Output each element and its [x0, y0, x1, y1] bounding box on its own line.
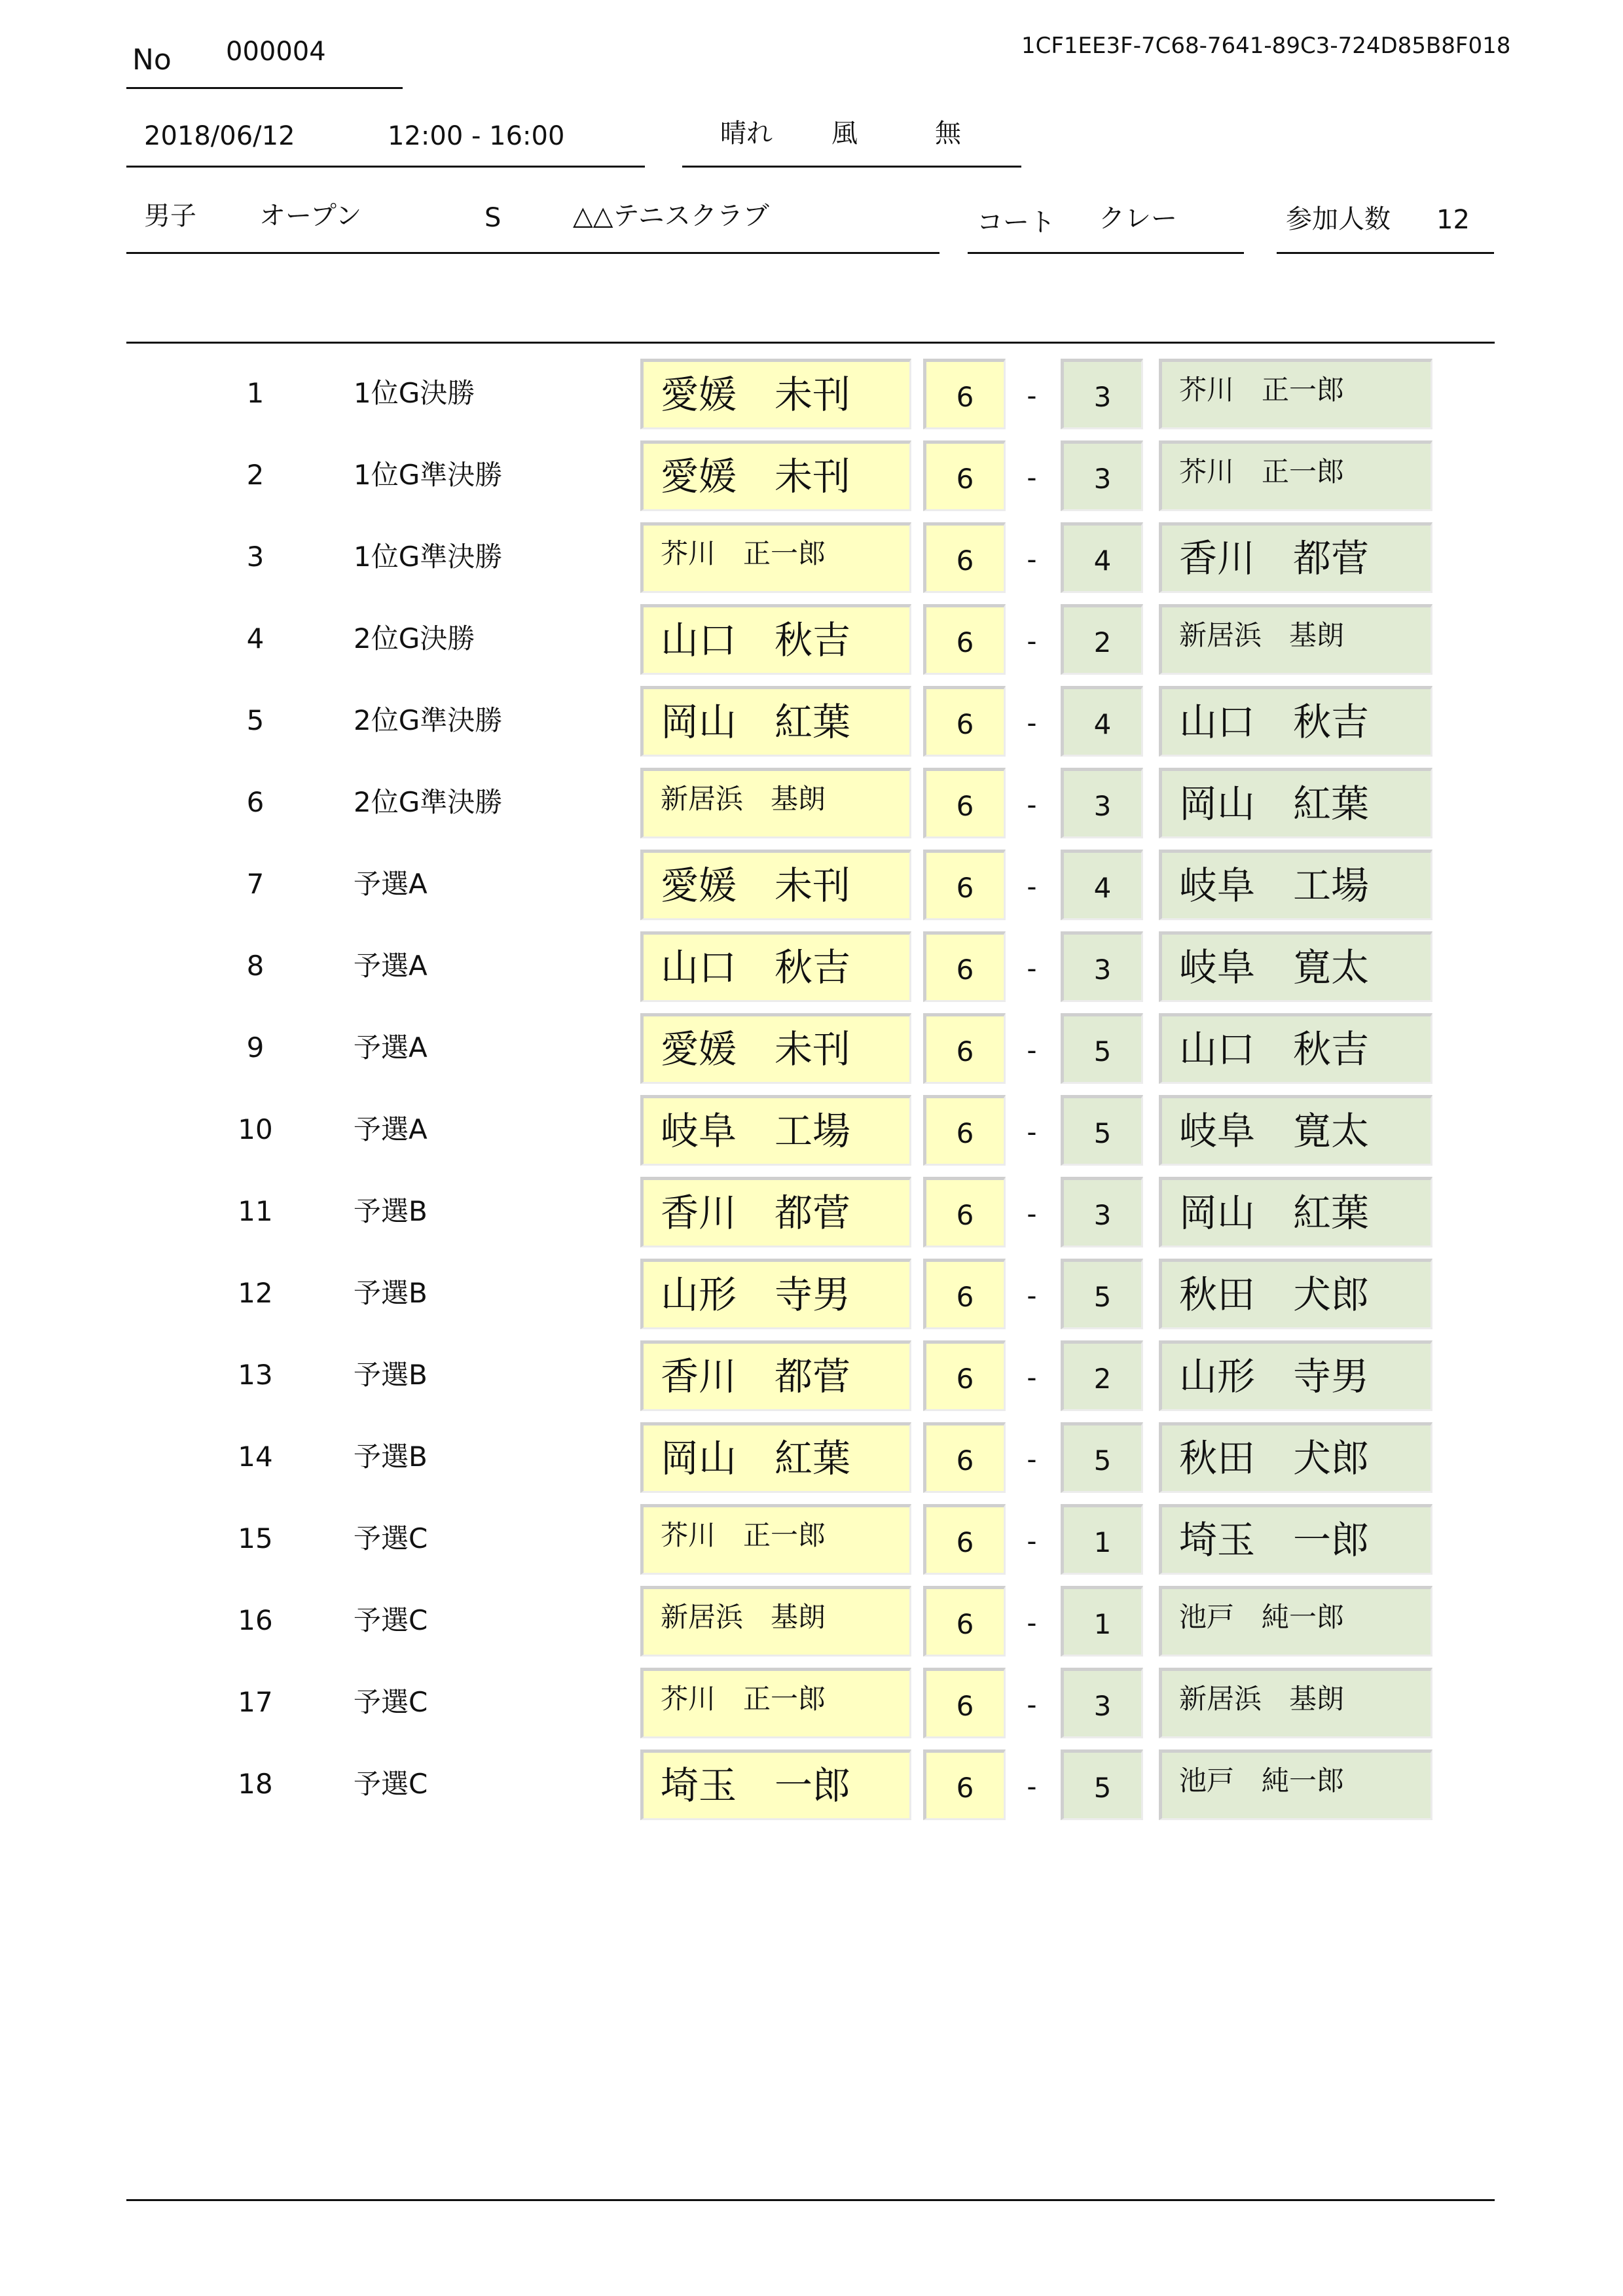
player1-cell	[640, 522, 911, 593]
score2-cell	[1061, 359, 1143, 429]
player1-name: 芥川 正一郎	[661, 1683, 826, 1715]
score2-cell	[1061, 850, 1143, 920]
score1-cell	[923, 522, 1006, 593]
match-number: 9	[246, 1031, 264, 1064]
score1: 6	[956, 463, 974, 495]
score-separator: -	[1027, 870, 1037, 903]
match-row	[0, 359, 1623, 432]
score1: 6	[956, 872, 974, 904]
court-surface: クレー	[1099, 204, 1177, 234]
match-round: 1位G準決勝	[354, 541, 503, 573]
player1-cell	[640, 1177, 911, 1247]
player1-cell	[640, 359, 911, 429]
score1-cell	[923, 359, 1006, 429]
match-number: 4	[246, 622, 264, 655]
score2: 4	[1093, 708, 1112, 740]
match-number: 2	[246, 459, 264, 491]
divider	[682, 166, 1021, 168]
player2-cell	[1159, 931, 1432, 1002]
player1-cell	[640, 1013, 911, 1084]
score2-cell	[1061, 931, 1143, 1002]
player1-name: 山口 秋吉	[661, 618, 851, 662]
score2: 1	[1093, 1608, 1112, 1640]
score2: 5	[1093, 1117, 1112, 1149]
court-label: コート	[977, 207, 1055, 238]
match-row	[0, 1340, 1623, 1414]
score2-cell	[1061, 1586, 1143, 1657]
player2-name: 秋田 犬郎	[1179, 1272, 1370, 1317]
player1-cell	[640, 1749, 911, 1820]
score2-cell	[1061, 1013, 1143, 1084]
match-round: 1位G決勝	[354, 377, 475, 409]
match-row	[0, 850, 1623, 923]
player1-name: 新居浜 基朗	[661, 783, 826, 815]
score2-cell	[1061, 440, 1143, 511]
match-row	[0, 1586, 1623, 1659]
match-type: S	[484, 203, 501, 233]
score1-cell	[923, 850, 1006, 920]
score1-cell	[923, 1259, 1006, 1329]
score2: 1	[1093, 1526, 1112, 1558]
score1: 6	[956, 708, 974, 740]
divider	[126, 252, 939, 254]
match-number: 12	[238, 1277, 273, 1309]
player2-name: 池戸 純一郎	[1179, 1765, 1345, 1797]
score1: 6	[956, 1690, 974, 1722]
score-separator: -	[1027, 1116, 1037, 1148]
number-value: 000004	[226, 37, 326, 67]
score-separator: -	[1027, 707, 1037, 739]
match-row	[0, 1259, 1623, 1332]
match-number: 15	[238, 1522, 273, 1554]
player2-cell	[1159, 1504, 1432, 1575]
player2-name: 山口 秋吉	[1179, 700, 1370, 744]
score-separator: -	[1027, 1525, 1037, 1557]
score2-cell	[1061, 768, 1143, 838]
match-row	[0, 1177, 1623, 1250]
score1: 6	[956, 954, 974, 986]
player2-name: 埼玉 一郎	[1179, 1518, 1370, 1562]
score-separator: -	[1027, 461, 1037, 493]
match-round: 予選A	[354, 950, 428, 982]
score1: 6	[956, 545, 974, 577]
player2-cell	[1159, 1177, 1432, 1247]
score2: 2	[1093, 626, 1112, 658]
match-row	[0, 1668, 1623, 1741]
number-label: No	[132, 43, 172, 77]
player2-name: 岐阜 工場	[1179, 863, 1370, 908]
match-round: 予選B	[354, 1359, 428, 1391]
player2-name: 山形 寺男	[1179, 1354, 1370, 1399]
score1-cell	[923, 440, 1006, 511]
score1-cell	[923, 1177, 1006, 1247]
player2-name: 芥川 正一郎	[1179, 456, 1345, 488]
score1-cell	[923, 1422, 1006, 1493]
player1-cell	[640, 931, 911, 1002]
match-round: 2位G準決勝	[354, 704, 503, 736]
match-row	[0, 604, 1623, 677]
player1-name: 愛媛 未刊	[661, 863, 851, 908]
participants-count: 12	[1436, 205, 1470, 235]
match-round: 予選A	[354, 1031, 428, 1064]
player2-cell	[1159, 522, 1432, 593]
score2: 5	[1093, 1444, 1112, 1477]
score-separator: -	[1027, 1361, 1037, 1393]
player1-name: 埼玉 一郎	[661, 1763, 851, 1808]
player2-name: 池戸 純一郎	[1179, 1601, 1345, 1633]
score-separator: -	[1027, 1607, 1037, 1639]
table-top-divider	[126, 342, 1495, 344]
match-row	[0, 522, 1623, 596]
player2-name: 芥川 正一郎	[1179, 374, 1345, 406]
date: 2018/06/12	[144, 121, 295, 151]
player1-name: 香川 都菅	[661, 1354, 851, 1399]
score1: 6	[956, 1363, 974, 1395]
player2-cell	[1159, 359, 1432, 429]
time: 12:00 - 16:00	[388, 121, 565, 151]
player2-cell	[1159, 440, 1432, 511]
match-round: 2位G準決勝	[354, 786, 503, 818]
score1-cell	[923, 1340, 1006, 1411]
footer-divider	[126, 2199, 1495, 2201]
score2-cell	[1061, 604, 1143, 675]
score2: 3	[1093, 1199, 1112, 1231]
match-row	[0, 768, 1623, 841]
player1-cell	[640, 850, 911, 920]
player2-cell	[1159, 1340, 1432, 1411]
divider	[1277, 252, 1494, 254]
divider	[126, 87, 403, 89]
player1-name: 岡山 紅葉	[661, 700, 851, 744]
match-row	[0, 1422, 1623, 1496]
match-row	[0, 931, 1623, 1005]
match-round: 予選B	[354, 1441, 428, 1473]
player1-cell	[640, 1422, 911, 1493]
score2: 3	[1093, 954, 1112, 986]
player2-cell	[1159, 1259, 1432, 1329]
player1-cell	[640, 768, 911, 838]
match-number: 6	[246, 786, 264, 818]
player2-cell	[1159, 850, 1432, 920]
match-number: 18	[238, 1768, 273, 1800]
score1-cell	[923, 1749, 1006, 1820]
score-separator: -	[1027, 1770, 1037, 1803]
score1: 6	[956, 1444, 974, 1477]
gender: 男子	[144, 201, 196, 231]
score2-cell	[1061, 1504, 1143, 1575]
score2-cell	[1061, 1095, 1143, 1166]
player1-name: 新居浜 基朗	[661, 1601, 826, 1633]
score1: 6	[956, 626, 974, 658]
club-name: △△テニスクラブ	[573, 201, 769, 231]
score-separator: -	[1027, 1034, 1037, 1066]
score2-cell	[1061, 522, 1143, 593]
score1: 6	[956, 381, 974, 413]
score1: 6	[956, 1117, 974, 1149]
player2-cell	[1159, 1668, 1432, 1738]
score2: 5	[1093, 1772, 1112, 1804]
score1: 6	[956, 1526, 974, 1558]
score2-cell	[1061, 1340, 1143, 1411]
match-row	[0, 686, 1623, 759]
match-round: 予選B	[354, 1195, 428, 1227]
match-number: 1	[246, 377, 264, 409]
player2-name: 新居浜 基朗	[1179, 1683, 1345, 1715]
match-number: 16	[238, 1604, 273, 1636]
score2-cell	[1061, 1259, 1143, 1329]
player1-name: 愛媛 未刊	[661, 1027, 851, 1071]
player2-cell	[1159, 686, 1432, 757]
player1-cell	[640, 440, 911, 511]
score-separator: -	[1027, 380, 1037, 412]
player2-name: 岐阜 寛太	[1179, 945, 1370, 990]
divider	[968, 252, 1244, 254]
score1-cell	[923, 1586, 1006, 1657]
player1-name: 芥川 正一郎	[661, 1519, 826, 1551]
match-number: 5	[246, 704, 264, 736]
match-number: 13	[238, 1359, 273, 1391]
player2-cell	[1159, 1013, 1432, 1084]
score1-cell	[923, 1013, 1006, 1084]
player2-name: 岡山 紅葉	[1179, 781, 1370, 826]
player2-name: 香川 都菅	[1179, 536, 1370, 581]
player1-name: 岡山 紅葉	[661, 1436, 851, 1480]
player2-cell	[1159, 768, 1432, 838]
wind-value: 無	[935, 118, 961, 149]
score2: 4	[1093, 545, 1112, 577]
score1: 6	[956, 1608, 974, 1640]
score2-cell	[1061, 1177, 1143, 1247]
player2-name: 秋田 犬郎	[1179, 1436, 1370, 1480]
player1-cell	[640, 1586, 911, 1657]
score1: 6	[956, 1035, 974, 1067]
score1-cell	[923, 604, 1006, 675]
score1-cell	[923, 686, 1006, 757]
score-separator: -	[1027, 952, 1037, 984]
player2-cell	[1159, 1422, 1432, 1493]
player1-cell	[640, 686, 911, 757]
score2: 4	[1093, 872, 1112, 904]
match-round: 予選B	[354, 1277, 428, 1309]
score1-cell	[923, 1095, 1006, 1166]
player1-name: 愛媛 未刊	[661, 454, 851, 499]
score-separator: -	[1027, 1443, 1037, 1475]
match-number: 7	[246, 868, 264, 900]
player2-name: 岡山 紅葉	[1179, 1191, 1370, 1235]
score-separator: -	[1027, 543, 1037, 575]
match-round: 予選C	[354, 1686, 428, 1718]
match-round: 1位G準決勝	[354, 459, 503, 491]
player1-cell	[640, 1668, 911, 1738]
divider	[126, 166, 645, 168]
match-row	[0, 1749, 1623, 1823]
match-number: 3	[246, 541, 264, 573]
wind-label: 風	[831, 118, 858, 149]
player2-name: 新居浜 基朗	[1179, 619, 1345, 651]
match-row	[0, 1013, 1623, 1086]
score2: 3	[1093, 463, 1112, 495]
score2: 3	[1093, 1690, 1112, 1722]
match-round: 予選C	[354, 1604, 428, 1636]
player1-name: 山口 秋吉	[661, 945, 851, 990]
player2-cell	[1159, 604, 1432, 675]
player1-cell	[640, 1095, 911, 1166]
score1-cell	[923, 768, 1006, 838]
match-number: 17	[238, 1686, 273, 1718]
category: オープン	[259, 201, 362, 231]
player1-cell	[640, 604, 911, 675]
score2: 5	[1093, 1035, 1112, 1067]
score2: 2	[1093, 1363, 1112, 1395]
score2-cell	[1061, 686, 1143, 757]
player1-cell	[640, 1504, 911, 1575]
score1: 6	[956, 1199, 974, 1231]
match-row	[0, 440, 1623, 514]
player1-cell	[640, 1340, 911, 1411]
score1-cell	[923, 1504, 1006, 1575]
match-number: 8	[246, 950, 264, 982]
score1: 6	[956, 790, 974, 822]
score-separator: -	[1027, 1198, 1037, 1230]
score2-cell	[1061, 1749, 1143, 1820]
score-separator: -	[1027, 625, 1037, 657]
match-round: 2位G決勝	[354, 622, 475, 655]
weather: 晴れ	[720, 118, 773, 149]
score1-cell	[923, 931, 1006, 1002]
match-round: 予選A	[354, 868, 428, 900]
player1-name: 愛媛 未刊	[661, 372, 851, 417]
player1-cell	[640, 1259, 911, 1329]
score2-cell	[1061, 1668, 1143, 1738]
player2-cell	[1159, 1586, 1432, 1657]
player2-cell	[1159, 1095, 1432, 1166]
score1-cell	[923, 1668, 1006, 1738]
score2: 3	[1093, 381, 1112, 413]
participants-label: 参加人数	[1286, 204, 1391, 234]
score1: 6	[956, 1281, 974, 1313]
player2-name: 岐阜 寛太	[1179, 1109, 1370, 1153]
score2-cell	[1061, 1422, 1143, 1493]
score-separator: -	[1027, 1280, 1037, 1312]
player1-name: 岐阜 工場	[661, 1109, 851, 1153]
player1-name: 芥川 正一郎	[661, 537, 826, 569]
match-round: 予選C	[354, 1768, 428, 1800]
match-row	[0, 1504, 1623, 1577]
match-round: 予選C	[354, 1522, 428, 1554]
score1: 6	[956, 1772, 974, 1804]
match-round: 予選A	[354, 1113, 428, 1145]
match-number: 11	[238, 1195, 273, 1227]
player2-name: 山口 秋吉	[1179, 1027, 1370, 1071]
player1-name: 香川 都菅	[661, 1191, 851, 1235]
score2: 3	[1093, 790, 1112, 822]
match-row	[0, 1095, 1623, 1168]
player1-name: 山形 寺男	[661, 1272, 851, 1317]
document-id: 1CF1EE3F-7C68-7641-89C3-724D85B8F018	[1021, 33, 1511, 59]
score-separator: -	[1027, 789, 1037, 821]
score2: 5	[1093, 1281, 1112, 1313]
match-number: 10	[238, 1113, 273, 1145]
player2-cell	[1159, 1749, 1432, 1820]
match-number: 14	[238, 1441, 273, 1473]
score-separator: -	[1027, 1689, 1037, 1721]
